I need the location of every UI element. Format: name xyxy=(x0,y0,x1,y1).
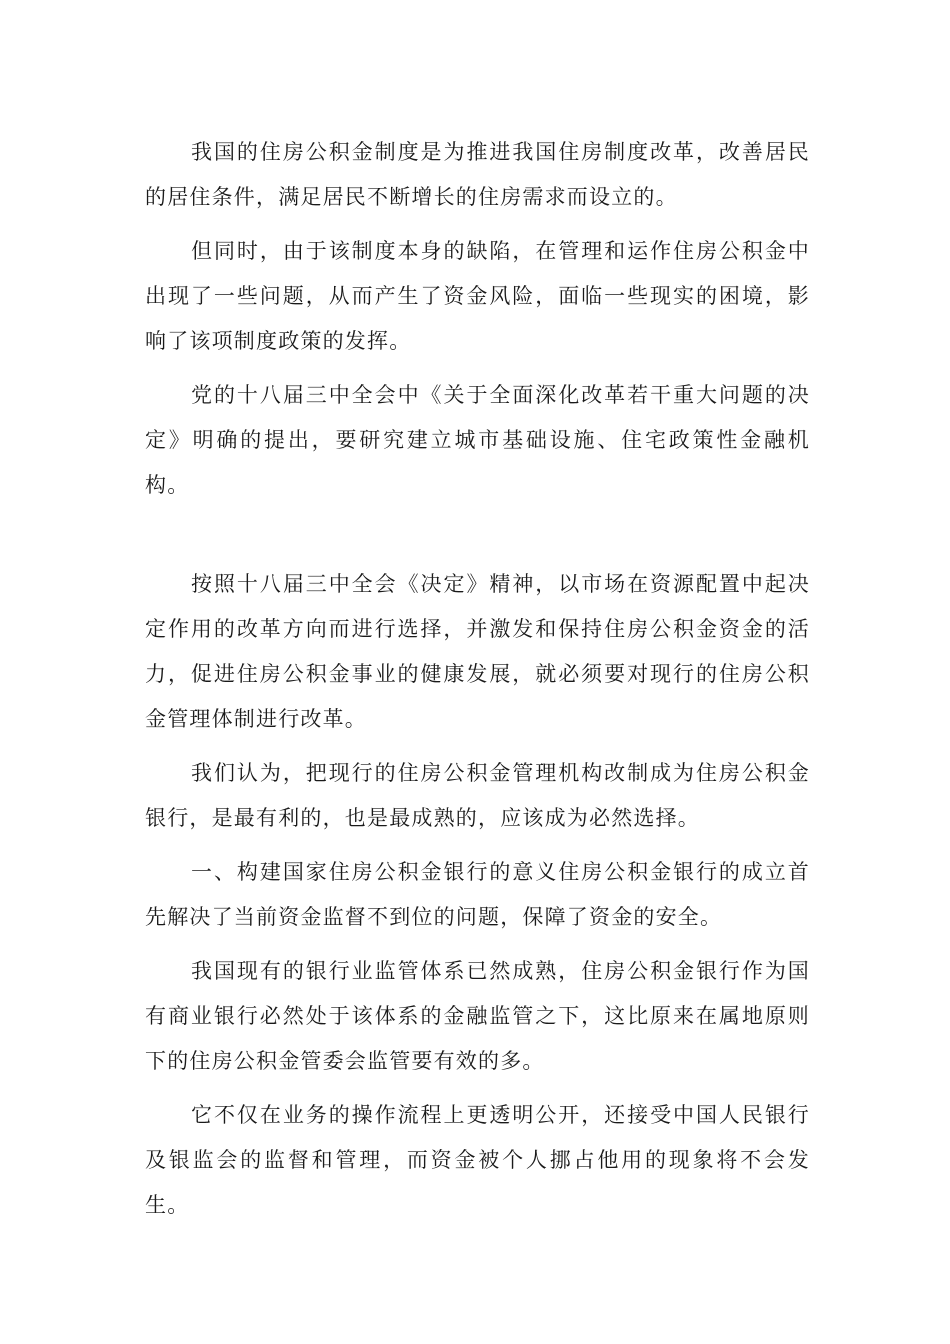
paragraph-8: 它不仅在业务的操作流程上更透明公开，还接受中国人民银行及银监会的监督和管理，而资金被个人挪占他用的现象将不会发生。 xyxy=(145,1103,810,1217)
paragraph-1: 我国的住房公积金制度是为推进我国住房制度改革，改善居民的居住条件，满足居民不断增长的住房需求而设立的。 xyxy=(145,140,810,209)
paragraph-4: 按照十八届三中全会《决定》精神，以市场在资源配置中起决定作用的改革方向而进行选择，并激发和保持住房公积金资金的活力，促进住房公积金事业的健康发展，就必须要对现行的住房公积金管理体制进行改革。 xyxy=(145,572,810,731)
paragraph-6: 一、构建国家住房公积金银行的意义住房公积金银行的成立首先解决了当前资金监督不到位的问题，保障了资金的安全。 xyxy=(145,860,810,929)
paragraph-5: 我们认为，把现行的住房公积金管理机构改制成为住房公积金银行，是最有利的，也是最成熟的，应该成为必然选择。 xyxy=(145,761,810,830)
paragraph-2: 但同时，由于该制度本身的缺陷，在管理和运作住房公积金中出现了一些问题，从而产生了资金风险，面临一些现实的困境，影响了该项制度政策的发挥。 xyxy=(145,239,810,353)
paragraph-7: 我国现有的银行业监管体系已然成熟，住房公积金银行作为国有商业银行必然处于该体系的金融监管之下，这比原来在属地原则下的住房公积金管委会监管要有效的多。 xyxy=(145,959,810,1073)
document-body xyxy=(145,130,810,1237)
paragraph-3: 党的十八届三中全会中《关于全面深化改革若干重大问题的决定》明确的提出，要研究建立城市基础设施、住宅政策性金融机构。 xyxy=(145,383,810,497)
